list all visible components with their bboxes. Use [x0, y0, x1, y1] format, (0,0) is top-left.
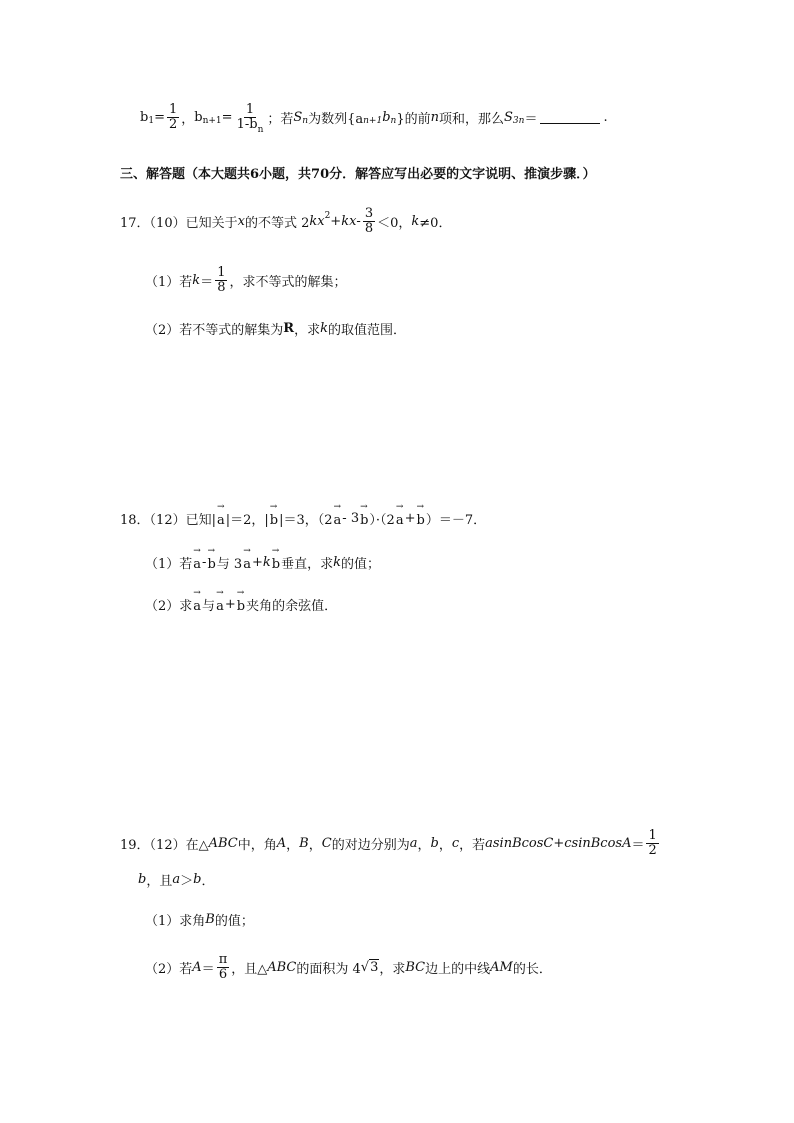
vector-a: → a [193, 595, 201, 614]
frac-num: 1 [245, 101, 255, 117]
fraction-pi-6 [217, 953, 230, 981]
k-var: k [320, 320, 328, 336]
vector-b: → b [270, 509, 278, 528]
frac-den: 8 [217, 279, 226, 295]
frac-den [235, 116, 266, 135]
q17-stem [120, 205, 451, 237]
text: （1）求角 [145, 913, 206, 929]
b-sub: n [390, 116, 397, 126]
comma: ， [308, 837, 322, 853]
bn1-var: b [194, 109, 203, 125]
text: 的值； [340, 556, 380, 572]
text: ，求 [294, 322, 321, 338]
x-var: x [237, 213, 245, 229]
text: ，且△ [231, 961, 268, 977]
k-var: k [262, 554, 271, 570]
fraction-half [167, 103, 179, 131]
text: - 3 [342, 510, 360, 526]
vector-a: → a [396, 509, 404, 528]
text: ）·（2 [369, 512, 395, 528]
minus: - [356, 213, 361, 229]
gt-sign: ＞ [180, 873, 194, 889]
vector-b: → b [237, 595, 245, 614]
frac-num: 1 [217, 264, 226, 280]
q19-part2 [145, 948, 552, 986]
vector-b: → b [360, 509, 368, 528]
side-b: b [430, 835, 439, 851]
b1-var: b [140, 109, 149, 125]
period: ． [201, 873, 215, 889]
text: ，求不等式的解集； [229, 274, 347, 290]
trig-expression: asinBcosC+csinBcosA [485, 835, 632, 851]
q17-part1 [145, 264, 346, 296]
k-var: k [192, 272, 201, 288]
eq-sign: = [221, 109, 233, 125]
reals-symbol: R [283, 320, 295, 336]
vector-b: → b [272, 553, 280, 572]
section-heading-text: 三、解答题（本大题共6小题，共70分．解答应写出必要的文字说明、推演步骤．） [120, 166, 596, 182]
prev-question-tail [140, 97, 608, 137]
fraction-1-8 [215, 266, 227, 294]
vector-a: → a [216, 595, 224, 614]
text: 夹角的余弦值． [246, 598, 338, 614]
text: ）＝－7． [425, 512, 487, 528]
q19-stem [120, 825, 661, 861]
text: 的值； [214, 913, 254, 929]
sn-var: S [293, 109, 303, 125]
q19-stem-line2 [138, 869, 214, 889]
eq-sign: = [154, 109, 165, 125]
s3n-sub: 3n [512, 116, 525, 126]
angle-b: B [299, 835, 309, 851]
frac-num: 3 [364, 205, 374, 221]
eq-sign: ＝ [200, 274, 214, 290]
b-var: b [382, 109, 391, 125]
text: 与 3 [216, 556, 243, 572]
text: ，求 [379, 961, 406, 977]
k-var: k [333, 554, 341, 570]
vector-a: → a [334, 509, 342, 528]
q19-part1 [145, 909, 254, 929]
text: 与 [202, 598, 216, 614]
text: ；若 [267, 111, 294, 127]
answer-blank [540, 111, 600, 124]
frac-den: 6 [218, 966, 228, 982]
vector-b: → b [207, 553, 215, 572]
frac-den: 2 [648, 842, 657, 858]
text: （2）若 [145, 961, 193, 977]
text: |＝3，（2 [279, 512, 333, 528]
text: 的面积为 4 [296, 961, 361, 977]
kx-var: kx [309, 213, 325, 229]
segment-am: AM [490, 959, 513, 975]
fraction-recurrence [235, 101, 266, 135]
q18-head: 18．（12）已知| [120, 512, 216, 528]
text: 的取值范围． [328, 322, 407, 338]
comma: ， [417, 837, 431, 853]
text: （2）求 [145, 598, 193, 614]
fraction-1-2 [646, 829, 658, 857]
k-var: k [411, 213, 420, 229]
s3n-var: S [504, 109, 513, 125]
triangle-abc: ABC [208, 835, 238, 851]
angle-a: A [192, 959, 202, 975]
n-var: n [430, 109, 439, 125]
den-text: 1-b [236, 116, 258, 132]
comma: ， [181, 111, 195, 127]
side-a: a [172, 871, 181, 887]
q18-part2 [145, 594, 337, 614]
side-b: b [138, 871, 147, 887]
sqrt-icon: √ 3 [360, 959, 379, 975]
triangle-abc: ABC [267, 959, 297, 975]
angle-c: C [321, 835, 332, 851]
eq-sign: ＝ [524, 111, 538, 127]
comma: ， [286, 837, 300, 853]
a-sub: n+1 [363, 116, 383, 126]
period: . [603, 109, 608, 125]
plus: + [224, 596, 236, 612]
angle-a: A [276, 835, 287, 851]
side-b: b [193, 871, 202, 887]
text: 项和，那么 [438, 111, 504, 127]
vector-a: → a [193, 553, 201, 572]
radicand: 3 [370, 960, 379, 975]
frac-num: 1 [168, 101, 178, 117]
side-a: a [409, 835, 418, 851]
text: 边上的中线 [425, 961, 491, 977]
frac-den: 2 [168, 116, 178, 132]
frac-den: 8 [364, 220, 374, 236]
fraction-3-8 [363, 207, 375, 235]
text: 垂直，求 [281, 556, 334, 572]
text: 的不等式 2 [244, 215, 310, 231]
text: |＝2，| [225, 512, 269, 528]
q18-stem [120, 508, 486, 528]
frac-num: 1 [648, 827, 657, 843]
eq-sign: ＝ [201, 961, 215, 977]
square-sup: 2 [324, 211, 331, 221]
text: 的对边分别为 [331, 837, 410, 853]
vector-a: → a [217, 509, 225, 528]
text: （1）若 [145, 274, 193, 290]
text: （2）若不等式的解集为 [145, 322, 284, 338]
plus: + [251, 554, 263, 570]
text: ，且 [146, 873, 173, 889]
q19-head: 19．（12）在△ [120, 837, 209, 853]
text: 中，角 [237, 837, 277, 853]
text: 为数列{a [308, 111, 364, 127]
plus: + [404, 510, 416, 526]
text: ≠0． [419, 215, 452, 231]
plus: + [330, 213, 342, 229]
den-sub: n [257, 124, 264, 135]
eq-sign: ＝ [631, 837, 645, 853]
text: ＜0， [377, 215, 412, 231]
section-heading [120, 162, 596, 182]
b1-sub: 1 [148, 116, 155, 126]
kx-var: kx [341, 213, 357, 229]
q17-part2 [145, 318, 406, 338]
angle-b: B [205, 911, 215, 927]
text: （1）若 [145, 556, 193, 572]
q17-head: 17．（10）已知关于 [120, 215, 238, 231]
frac-num: π [218, 951, 228, 967]
bn1-sub: n+1 [202, 116, 222, 126]
side-c: c [451, 835, 460, 851]
text: 的长． [512, 961, 552, 977]
vector-a: → a [243, 553, 251, 572]
minus: - [202, 554, 207, 570]
q18-part1 [145, 552, 380, 572]
comma: ， [438, 837, 452, 853]
sn-sub: n [302, 116, 309, 126]
segment-bc: BC [405, 959, 426, 975]
text: }的前 [396, 111, 431, 127]
vector-b: → b [417, 509, 425, 528]
text: ，若 [459, 837, 486, 853]
